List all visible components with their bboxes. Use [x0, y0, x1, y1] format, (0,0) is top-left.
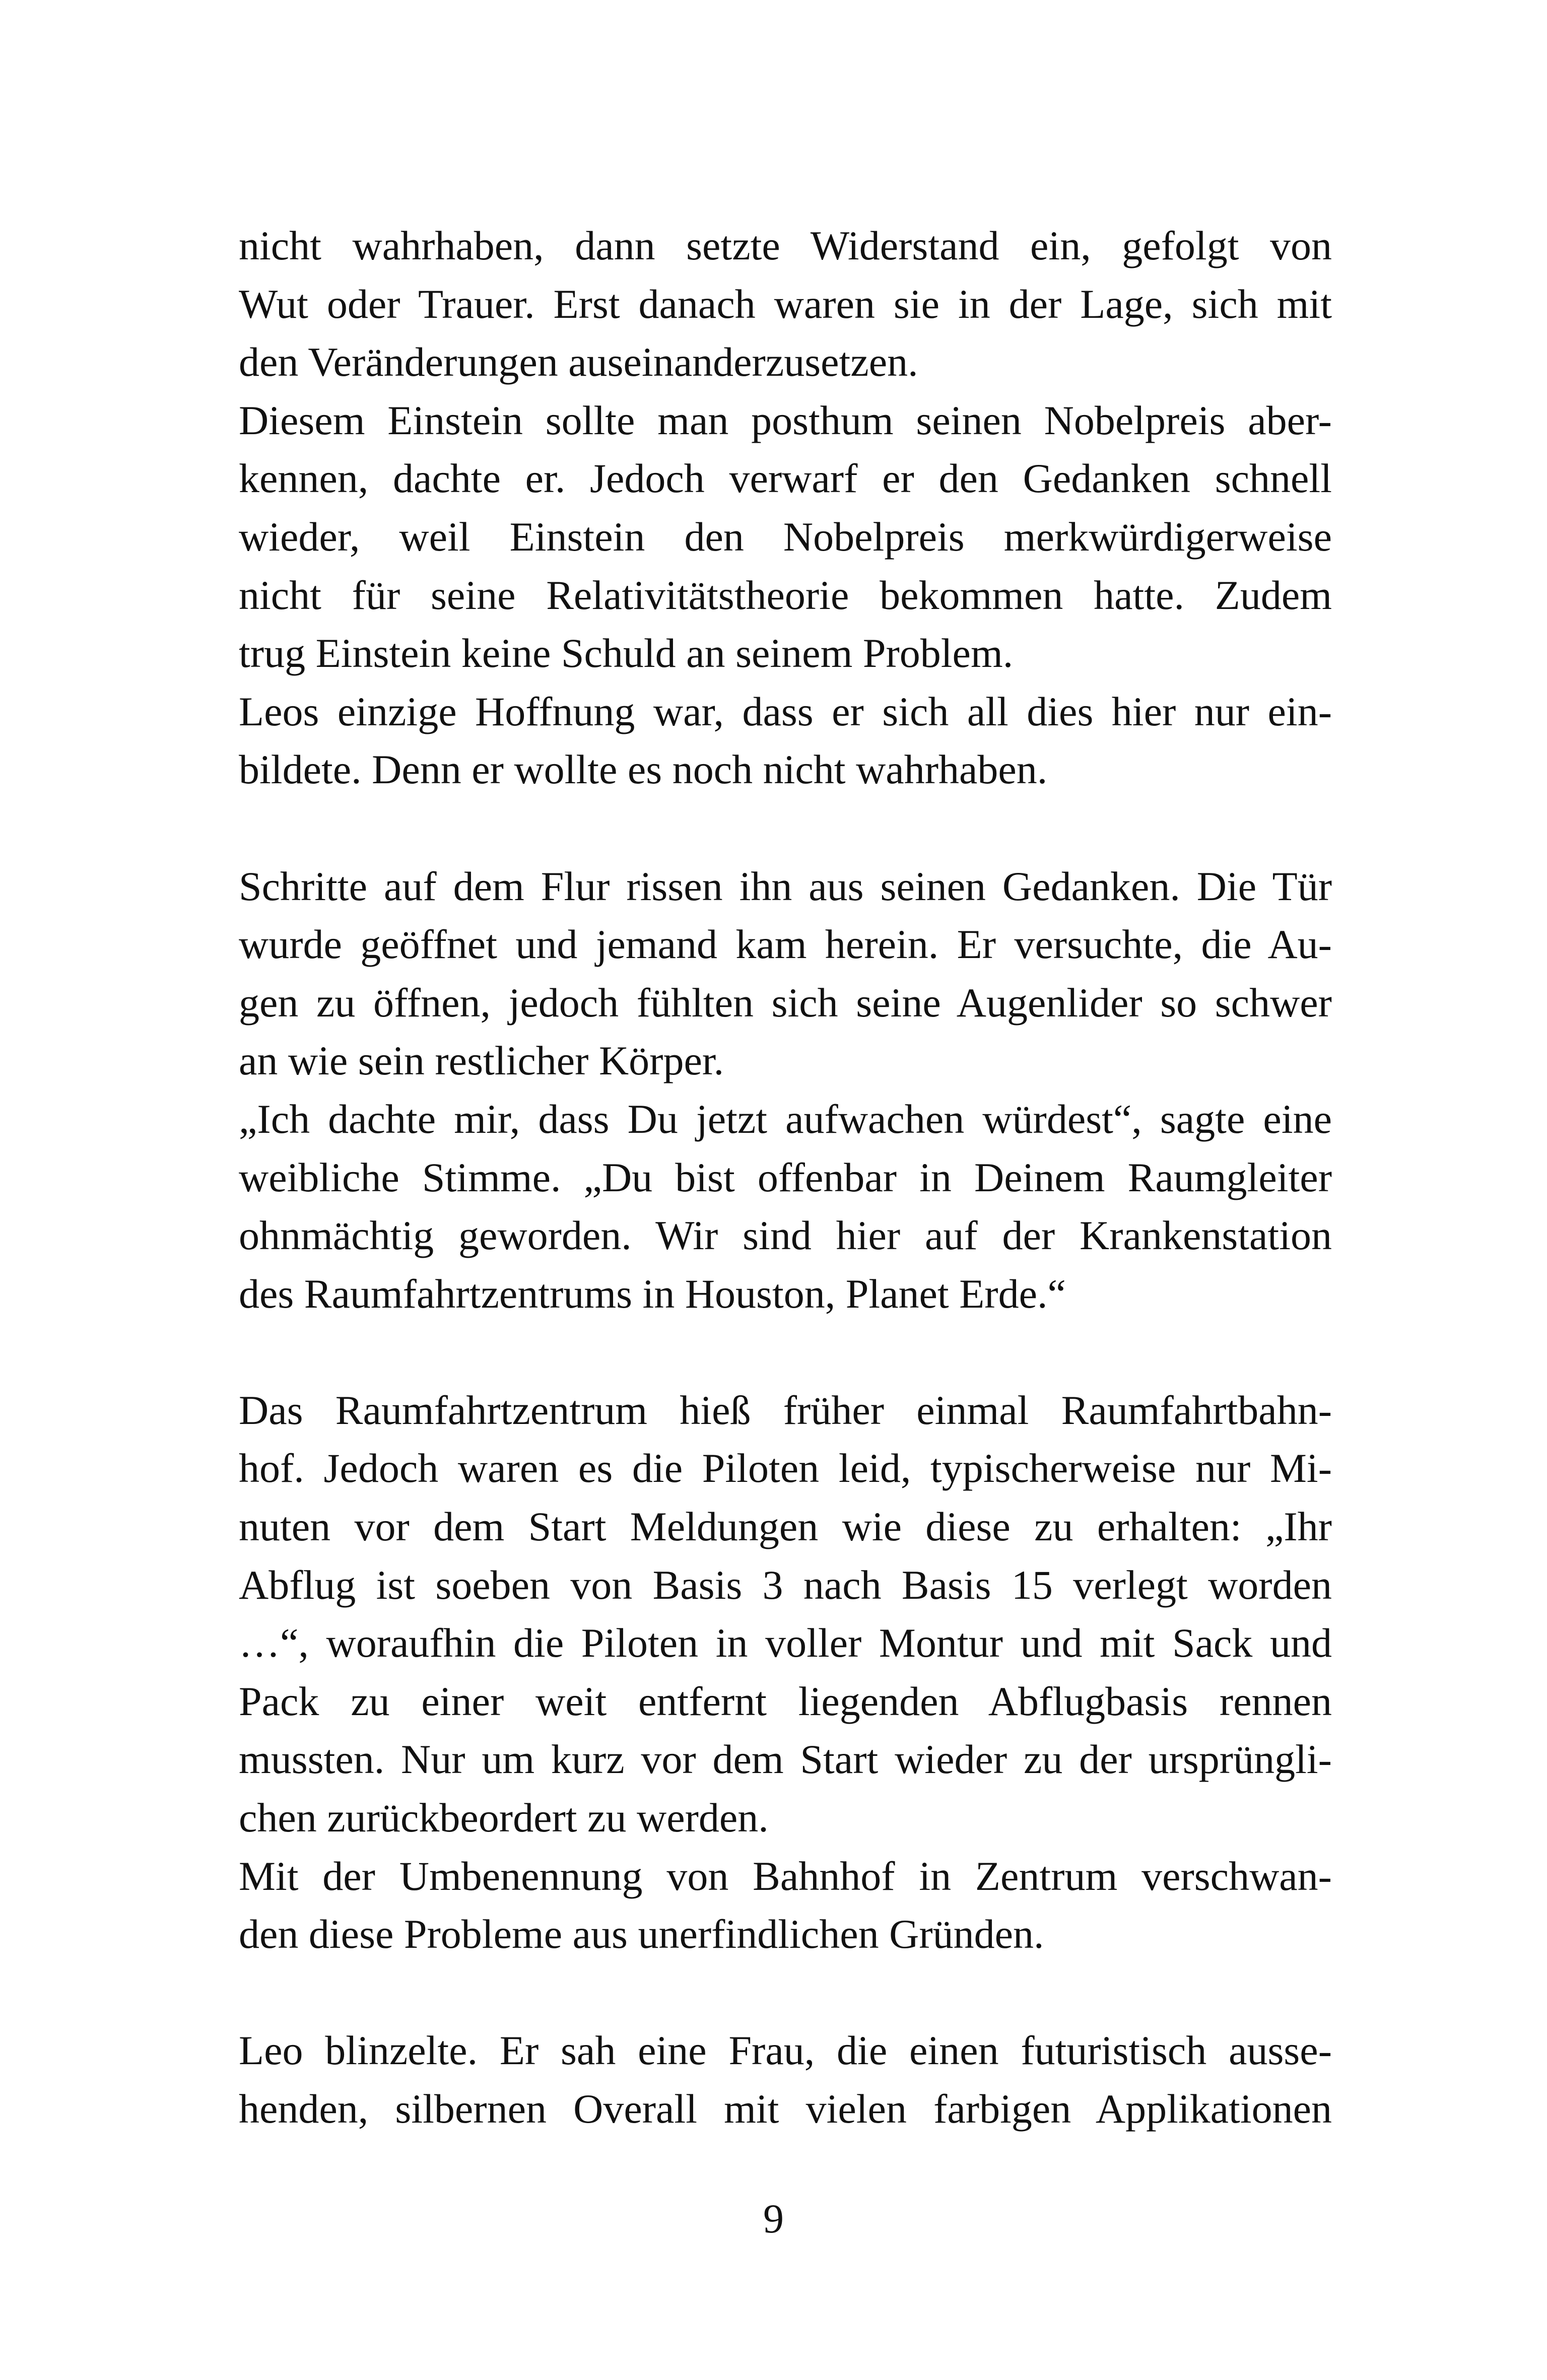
text-line: nicht wahrhaben, dann setzte Widerstand ein, gefolgt von: [239, 223, 1332, 268]
text-line: bildete. Denn er wollte es noch nicht wahrhaben.: [239, 746, 1048, 793]
body-text: [239, 217, 1332, 2138]
text-line: …“, woraufhin die Piloten in voller Montur und mit Sack und: [239, 1620, 1332, 1666]
text-line: wurde geöffnet und jemand kam herein. Er versuchte, die Au-: [239, 921, 1332, 968]
text-line: nicht für seine Relativitätstheorie bekommen hatte. Zudem: [239, 572, 1332, 618]
text-line: Abflug ist soeben von Basis 3 nach Basis 15 verlegt worden: [239, 1561, 1332, 1608]
text-line: Leos einzige Hoffnung war, dass er sich all dies hier nur ein-: [239, 688, 1332, 734]
text-line: Wut oder Trauer. Erst danach waren sie in der Lage, sich mit: [239, 281, 1332, 327]
text-line: Das Raumfahrtzentrum hieß früher einmal Raumfahrtbahn-: [239, 1387, 1332, 1433]
text-line: Mit der Umbenennung von Bahnhof in Zentrum verschwan-: [239, 1853, 1332, 1899]
text-line: Schritte auf dem Flur rissen ihn aus seinen Gedanken. Die Tür: [239, 863, 1332, 909]
text-line: weibliche Stimme. „Du bist offenbar in Deinem Raumgleiter: [239, 1154, 1332, 1200]
page-number: 9: [763, 2196, 784, 2241]
text-line: nuten vor dem Start Meldungen wie diese zu erhalten: „Ihr: [239, 1504, 1332, 1550]
text-line: gen zu öffnen, jedoch fühlten sich seine Augenlider so schwer: [239, 979, 1332, 1026]
text-line: mussten. Nur um kurz vor dem Start wieder zu der ursprüngli-: [239, 1736, 1332, 1783]
text-line: ohnmächtig geworden. Wir sind hier auf der Krankenstation: [239, 1212, 1332, 1259]
text-line: Leo blinzelte. Er sah eine Frau, die einen futuristisch ausse-: [239, 2027, 1332, 2074]
text-line: des Raumfahrtzentrums in Houston, Planet Erde.“: [239, 1270, 1066, 1317]
text-line: Diesem Einstein sollte man posthum seinen Nobelpreis aber-: [239, 397, 1332, 443]
paragraph-gap: [239, 1963, 1332, 2022]
paragraph-gap: [239, 1323, 1332, 1381]
text-line: Pack zu einer weit entfernt liegenden Abflugbasis rennen: [239, 1678, 1332, 1724]
paragraph-gap: [239, 799, 1332, 857]
text-line: chen zurückbeordert zu werden.: [239, 1795, 769, 1841]
text-line: an wie sein restlicher Körper.: [239, 1038, 724, 1084]
text-line: kennen, dachte er. Jedoch verwarf er den Gedanken schnell: [239, 455, 1332, 502]
text-line: den diese Probleme aus unerfindlichen Gründen.: [239, 1911, 1044, 1957]
text-line: hof. Jedoch waren es die Piloten leid, typischerweise nur Mi-: [239, 1445, 1332, 1491]
text-line: wieder, weil Einstein den Nobelpreis merkwürdigerweise: [239, 513, 1332, 560]
text-line: trug Einstein keine Schuld an seinem Problem.: [239, 630, 1014, 676]
text-line: den Veränderungen auseinanderzusetzen.: [239, 339, 918, 385]
text-line: henden, silbernen Overall mit vielen farbigen Applikationen: [239, 2086, 1332, 2132]
text-line: „Ich dachte mir, dass Du jetzt aufwachen würdest“, sagte eine: [239, 1096, 1332, 1142]
